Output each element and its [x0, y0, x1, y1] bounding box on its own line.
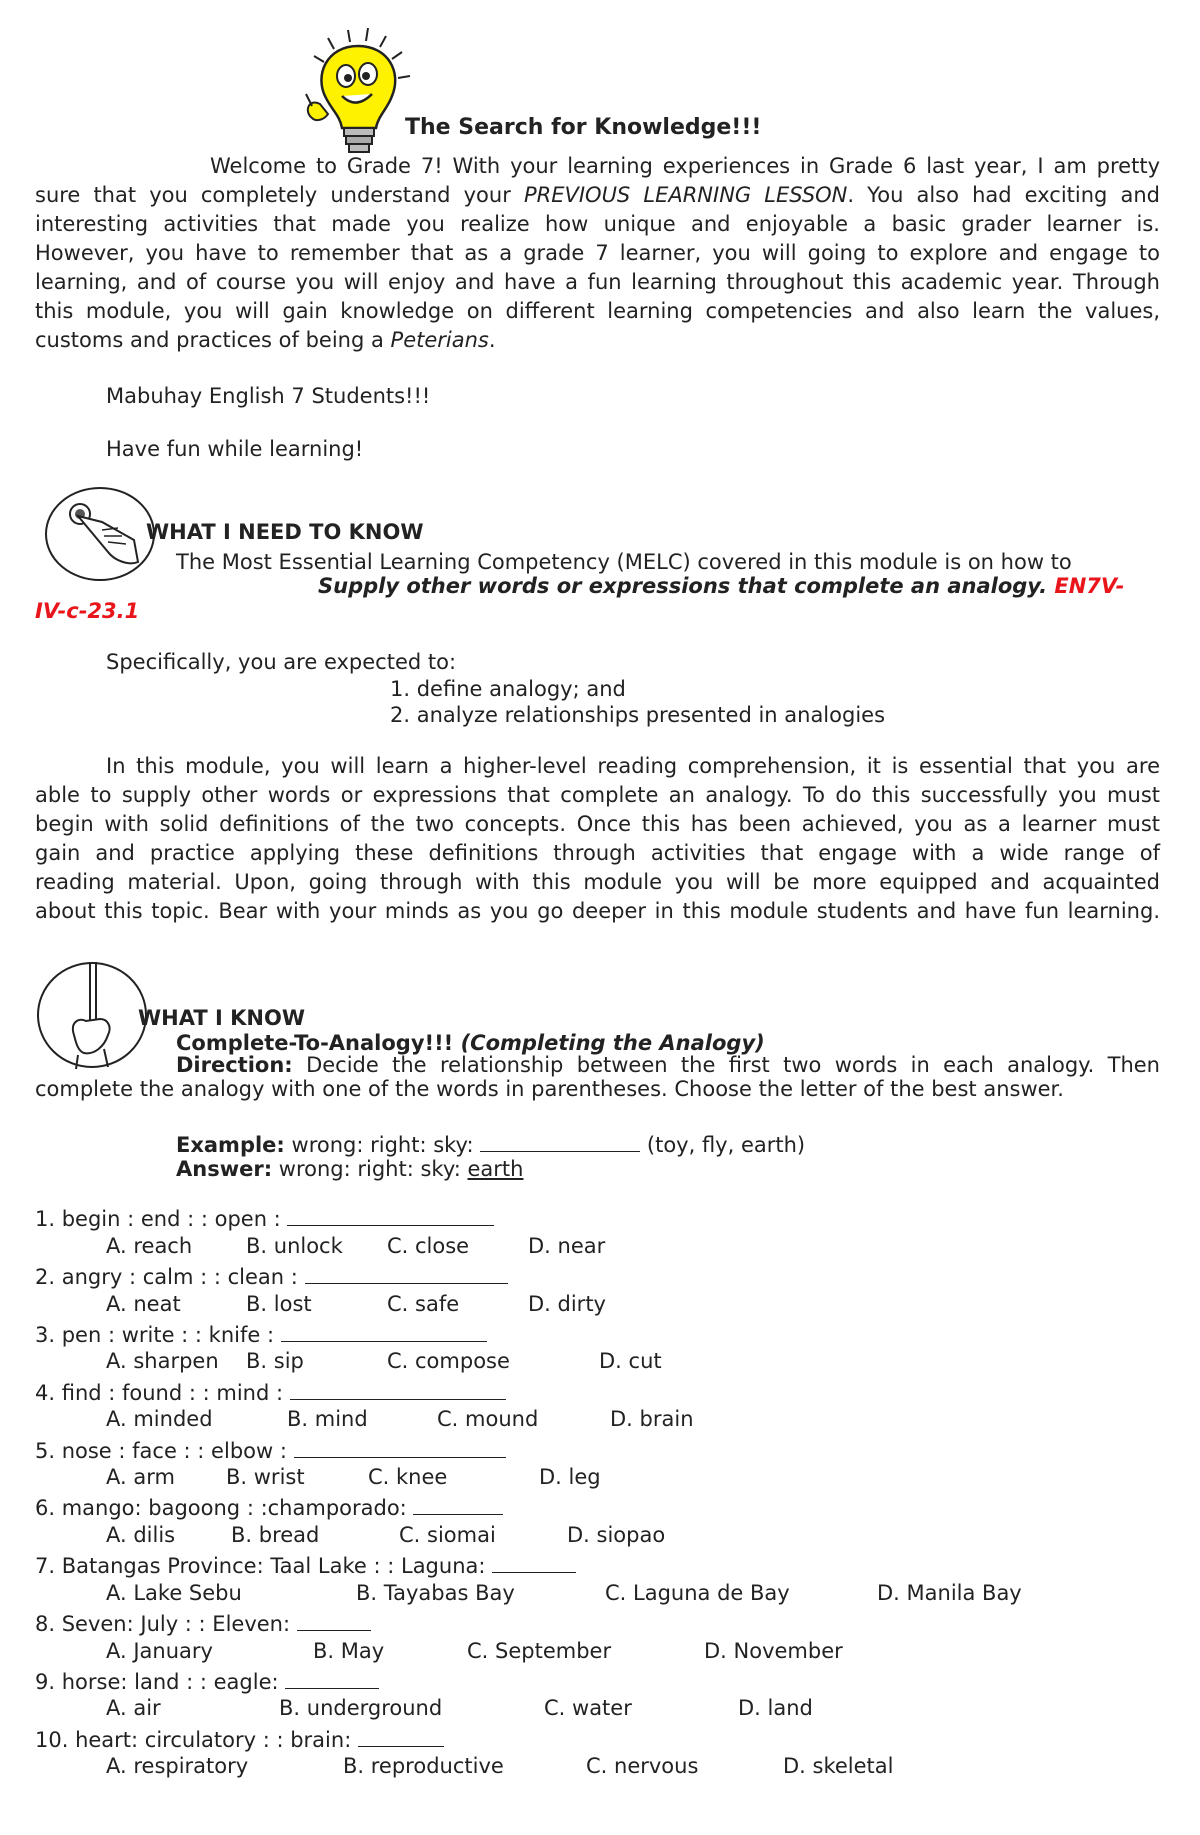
answer-blank[interactable]: [290, 1377, 506, 1400]
option[interactable]: C. September: [467, 1639, 612, 1663]
intro-line: Welcome to Grade 7! With your learning experiences in Grade 6 last year, I am pretty: [210, 154, 1160, 178]
section-heading-need-to-know: WHAT I NEED TO KNOW: [146, 520, 424, 544]
answer-blank[interactable]: [294, 1435, 506, 1458]
module-line: reading material. Upon, going through with this module you will be more equipped and acquainted: [35, 870, 1160, 894]
question-3: 3. pen : write : : knife :: [35, 1319, 487, 1350]
option[interactable]: B. underground: [279, 1696, 443, 1720]
have-fun: Have fun while learning!: [106, 437, 364, 461]
page-title: The Search for Knowledge!!!: [405, 115, 762, 140]
option[interactable]: A. respiratory: [106, 1754, 249, 1778]
intro-line: this module, you will gain knowledge on different learning competencies and also learn the values,: [35, 299, 1160, 323]
question-7: 7. Batangas Province: Taal Lake : : Laguna:: [35, 1550, 576, 1581]
option[interactable]: B. lost: [246, 1292, 312, 1316]
specifically-text: Specifically, you are expected to:: [106, 650, 457, 674]
option[interactable]: B. wrist: [226, 1465, 305, 1489]
question-1: 1. begin : end : : open :: [35, 1203, 494, 1234]
competency-code-cont: IV-c-23.1: [35, 599, 140, 623]
activity-title: Complete-To-Analogy!!! (Completing the Analogy): [176, 1031, 765, 1055]
option[interactable]: B. mind: [287, 1407, 368, 1431]
intro-paragraph: [35, 152, 1160, 355]
intro-line: customs and practices of being a Peterians.: [35, 328, 496, 352]
melc-text: The Most Essential Learning Competency (MELC) covered in this module is on how to: [176, 550, 1072, 574]
option[interactable]: A. dilis: [106, 1523, 176, 1547]
answer-blank[interactable]: [358, 1724, 444, 1747]
competency-text: Supply other words or expressions that complete an analogy. EN7V-: [318, 574, 1125, 598]
module-line: In this module, you will learn a higher-level reading comprehension, it is essential that you are: [106, 754, 1160, 778]
option[interactable]: B. Tayabas Bay: [356, 1581, 515, 1605]
option[interactable]: C. safe: [387, 1292, 460, 1316]
option[interactable]: A. January: [106, 1639, 213, 1663]
option[interactable]: C. knee: [368, 1465, 448, 1489]
objective-item: 1. define analogy; and: [390, 677, 626, 701]
option[interactable]: A. arm: [106, 1465, 175, 1489]
option[interactable]: D. brain: [610, 1407, 694, 1431]
competency-code: EN7V-: [1054, 574, 1125, 598]
option[interactable]: B. May: [313, 1639, 385, 1663]
option[interactable]: C. nervous: [586, 1754, 699, 1778]
direction-line: complete the analogy with one of the words in parentheses. Choose the letter of the best answer.: [35, 1077, 1064, 1101]
direction-line: Direction: Decide the relationship between the first two words in each analogy. Then: [176, 1053, 1160, 1077]
option[interactable]: C. close: [387, 1234, 470, 1258]
answer-blank[interactable]: [285, 1666, 379, 1689]
option[interactable]: D. Manila Bay: [877, 1581, 1022, 1605]
answer-blank[interactable]: [492, 1550, 576, 1573]
answer-line: Answer: wrong: right: sky: earth: [176, 1157, 524, 1181]
direction-paragraph: [35, 1053, 1160, 1101]
option[interactable]: A. reach: [106, 1234, 193, 1258]
question-4: 4. find : found : : mind :: [35, 1377, 506, 1408]
greeting: Mabuhay English 7 Students!!!: [106, 384, 431, 408]
option[interactable]: D. cut: [599, 1349, 662, 1373]
option[interactable]: A. air: [106, 1696, 161, 1720]
answer-blank[interactable]: [480, 1129, 640, 1152]
intro-line: However, you have to remember that as a grade 7 learner, you will going to explore and engage to: [35, 241, 1160, 265]
question-2: 2. angry : calm : : clean :: [35, 1261, 508, 1292]
option[interactable]: C. siomai: [399, 1523, 496, 1547]
question-8: 8. Seven: July : : Eleven:: [35, 1608, 371, 1639]
question-6: 6. mango: bagoong : :champorado:: [35, 1492, 503, 1523]
answer-blank[interactable]: [413, 1492, 503, 1515]
option[interactable]: C. mound: [437, 1407, 539, 1431]
answer-word: earth: [467, 1157, 524, 1181]
intro-line: interesting activities that made you realize how unique and enjoyable a basic grader learner is.: [35, 212, 1160, 236]
option[interactable]: D. skeletal: [783, 1754, 894, 1778]
option[interactable]: A. neat: [106, 1292, 181, 1316]
module-line: begin with solid definitions of the two concepts. Once this has been achieved, you as a learner must: [35, 812, 1160, 836]
section-heading-what-i-know: WHAT I KNOW: [138, 1006, 305, 1030]
example-line: Example: wrong: right: sky: (toy, fly, earth): [176, 1129, 805, 1160]
pointing-hand-icon: [42, 484, 162, 584]
module-paragraph: [35, 752, 1160, 926]
option[interactable]: C. compose: [387, 1349, 510, 1373]
option[interactable]: B. unlock: [246, 1234, 343, 1258]
objective-item: 2. analyze relationships presented in analogies: [390, 703, 886, 727]
module-line: gain and practice applying these definitions through activities that engage with a wide range of: [35, 841, 1160, 865]
question-10: 10. heart: circulatory : : brain:: [35, 1724, 444, 1755]
option[interactable]: D. land: [738, 1696, 813, 1720]
module-line: able to supply other words or expressions that complete an analogy. To do this successfully you must: [35, 783, 1160, 807]
option[interactable]: D. near: [528, 1234, 606, 1258]
intro-line: learning, and of course you will enjoy and have a fun learning throughout this academic year. Through: [35, 270, 1160, 294]
answer-blank[interactable]: [287, 1203, 494, 1226]
answer-blank[interactable]: [297, 1608, 371, 1631]
option[interactable]: B. reproductive: [343, 1754, 504, 1778]
option[interactable]: A. Lake Sebu: [106, 1581, 242, 1605]
answer-blank[interactable]: [281, 1319, 487, 1342]
option[interactable]: C. water: [544, 1696, 632, 1720]
answer-blank[interactable]: [305, 1261, 508, 1284]
option[interactable]: D. dirty: [528, 1292, 606, 1316]
option[interactable]: B. sip: [246, 1349, 304, 1373]
module-line: about this topic. Bear with your minds as you go deeper in this module students and have fun learning.: [35, 899, 1160, 923]
option[interactable]: D. November: [704, 1639, 843, 1663]
option[interactable]: D. siopao: [567, 1523, 666, 1547]
intro-line: sure that you completely understand your PREVIOUS LEARNING LESSON. You also had exciting and: [35, 183, 1160, 207]
question-5: 5. nose : face : : elbow :: [35, 1435, 506, 1466]
option[interactable]: A. sharpen: [106, 1349, 219, 1373]
option[interactable]: A. minded: [106, 1407, 213, 1431]
option[interactable]: D. leg: [539, 1465, 601, 1489]
option[interactable]: C. Laguna de Bay: [605, 1581, 790, 1605]
question-9: 9. horse: land : : eagle:: [35, 1666, 379, 1697]
option[interactable]: B. bread: [231, 1523, 320, 1547]
